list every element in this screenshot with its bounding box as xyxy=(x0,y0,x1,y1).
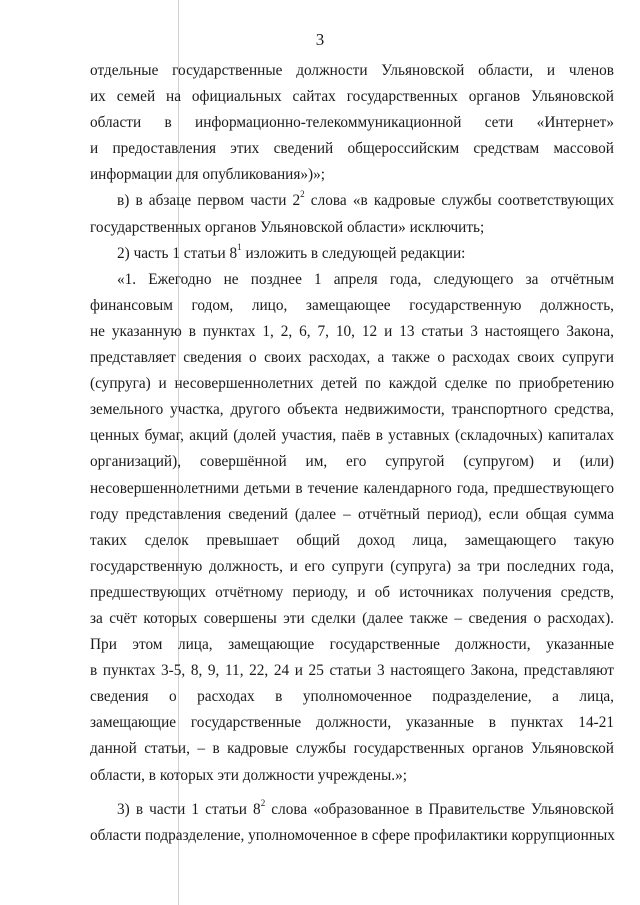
text-line: представляет сведения о своих расходах, а также о расходах своих супруги xyxy=(90,349,614,367)
text-segment: слова «в кадровые службы соответствующих xyxy=(304,192,614,210)
text-line: за счёт которых совершены эти сделки (далее также – сведения о расходах). xyxy=(90,609,614,627)
document-body xyxy=(90,58,614,849)
superscript-index: 2 xyxy=(300,189,305,200)
text-line: в пунктах 3-5, 8, 9, 11, 22, 24 и 25 статьи 3 настоящего Закона, представляют xyxy=(90,662,614,680)
text-line: таких сделок превышает общий доход лица, замещающего такую xyxy=(90,531,614,549)
text-line: (супруга) и несовершеннолетних детей по каждой сделке по приобретению xyxy=(90,375,614,393)
text-line xyxy=(90,188,614,214)
text-line: сведения о расходах в уполномоченное подразделение, а лица, xyxy=(90,688,614,706)
text-line: данной статьи, – в кадровые службы государственных органов Ульяновской xyxy=(90,740,614,758)
text-line xyxy=(90,797,614,823)
text-line: земельного участка, другого объекта недвижимости, транспортного средства, xyxy=(90,401,614,419)
text-line: замещающие государственные должности, указанные в пунктах 14-21 xyxy=(90,714,614,732)
text-line: не указанную в пунктах 1, 2, 6, 7, 10, 12 и 13 статьи 3 настоящего Закона, xyxy=(90,322,614,340)
text-line: государственных органов Ульяновской области» исключить; xyxy=(90,218,485,236)
superscript-index: 1 xyxy=(237,241,242,252)
text-line: году представления сведений (далее – отчётный период), если общая сумма xyxy=(90,505,614,523)
text-line xyxy=(90,241,614,267)
text-line: их семей на официальных сайтах государственных органов Ульяновской xyxy=(90,88,614,106)
text-line: несовершеннолетними детьми в течение календарного года, предшествующего xyxy=(90,479,614,497)
text-segment: 3) в части 1 статьи 8 xyxy=(117,800,261,818)
text-line: и предоставления этих сведений общероссийским средствам массовой xyxy=(90,140,614,158)
text-segment: в) в абзаце первом части 2 xyxy=(117,192,301,210)
text-line: организаций), совершённой им, его супругой (супругом) и (или) xyxy=(90,453,614,471)
text-line: области подразделение, уполномоченное в сфере профилактики коррупционных xyxy=(90,826,615,844)
text-segment: слова «образованное в Правительстве Ульяновской xyxy=(265,800,614,818)
text-line: финансовым годом, лицо, замещающее государственную должность, xyxy=(90,296,614,314)
text-line: области, в которых эти должности учреждены.»; xyxy=(90,766,407,784)
text-line: «1. Ежегодно не позднее 1 апреля года, следующего за отчётным xyxy=(117,270,614,288)
page-number: 3 xyxy=(315,30,325,49)
text-line: При этом лица, замещающие государственные должности, указанные xyxy=(90,636,614,654)
text-line: отдельные государственные должности Ульяновской области, и членов xyxy=(90,62,614,79)
text-segment: 2) часть 1 статьи 8 xyxy=(117,244,238,262)
text-line: ценных бумаг, акций (долей участия, паёв в уставных (складочных) капиталах xyxy=(90,427,614,445)
text-line: информации для опубликования»)»; xyxy=(90,166,326,184)
text-line: предшествующих отчётному периоду, и об источниках получения средств, xyxy=(90,583,614,601)
superscript-index: 2 xyxy=(260,797,266,808)
text-line: области в информационно-телекоммуникационной сети «Интернет» xyxy=(90,114,614,132)
text-line: государственную должность, и его супруги (супруга) за три последних года, xyxy=(90,557,614,575)
text-segment: изложить в следующей редакции: xyxy=(241,244,466,262)
